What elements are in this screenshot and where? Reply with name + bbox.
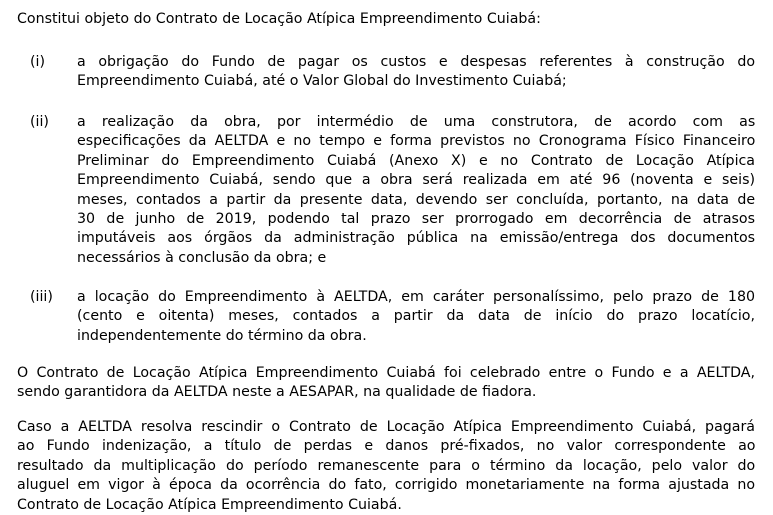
item-number: (iii) <box>30 289 53 305</box>
item-line: imputáveis aos órgãos da administração pública na emissão/entrega dos documentos <box>77 230 756 247</box>
paragraph-contract <box>17 364 755 403</box>
item-line: (cento e oitenta) meses, contados a partir da data de início do prazo locatício, <box>77 308 755 325</box>
intro-text: Constitui objeto do Contrato de Locação Atípica Empreendimento Cuiabá: <box>17 11 541 27</box>
item-number: (i) <box>30 54 46 70</box>
item-line: especificações da AELTDA e no tempo e forma previstos no Cronograma Físico Financeiro <box>77 133 756 150</box>
paragraph-line: aluguel em vigor à época da ocorrência do fato, corrigido monetariamente na forma ajustada no <box>17 477 756 494</box>
item-text <box>77 288 755 346</box>
item-line: a realização da obra, por intermédio de uma construtora, de acordo com as <box>77 114 756 130</box>
item-line: independentemente do término da obra. <box>77 327 367 344</box>
item-text <box>77 113 755 268</box>
item-line: necessários à conclusão da obra; e <box>77 249 327 266</box>
item-line: a locação do Empreendimento à AELTDA, em caráter personalíssimo, pelo prazo de 180 <box>77 289 755 305</box>
paragraph-line: Contrato de Locação Atípica Empreendimento Cuiabá. <box>17 496 402 513</box>
paragraph-termination <box>17 418 755 515</box>
paragraph-line: resultado da multiplicação do período remanescente para o término da locação, pelo valor do <box>17 457 756 474</box>
item-line: meses, contados a partir da presente data, devendo ser concluída, portanto, na data de <box>77 191 756 208</box>
paragraph-line: O Contrato de Locação Atípica Empreendimento Cuiabá foi celebrado entre o Fundo e a AELTDA, <box>17 365 755 381</box>
item-number: (ii) <box>30 114 49 130</box>
paragraph-line: Caso a AELTDA resolva rescindir o Contrato de Locação Atípica Empreendimento Cuiabá, pagará <box>17 419 755 435</box>
item-text <box>77 53 755 92</box>
paragraph-line: ao Fundo indenização, a título de perdas e danos pré-fixados, no valor correspondente ao <box>17 438 756 455</box>
paragraph-line: sendo garantidora da AELTDA neste a AESAPAR, na qualidade de fiadora. <box>17 384 537 401</box>
item-line: Preliminar do Empreendimento Cuiabá (Anexo X) e no Contrato de Locação Atípica <box>77 152 755 169</box>
item-line: 30 de junho de 2019, podendo tal prazo ser prorrogado em decorrência de atrasos <box>77 211 755 228</box>
item-line: Empreendimento Cuiabá, sendo que a obra será realizada em até 96 (noventa e seis) <box>77 172 755 189</box>
item-line: Empreendimento Cuiabá, até o Valor Global do Investimento Cuiabá; <box>77 73 567 90</box>
item-line: a obrigação do Fundo de pagar os custos e despesas referentes à construção do <box>77 54 756 70</box>
